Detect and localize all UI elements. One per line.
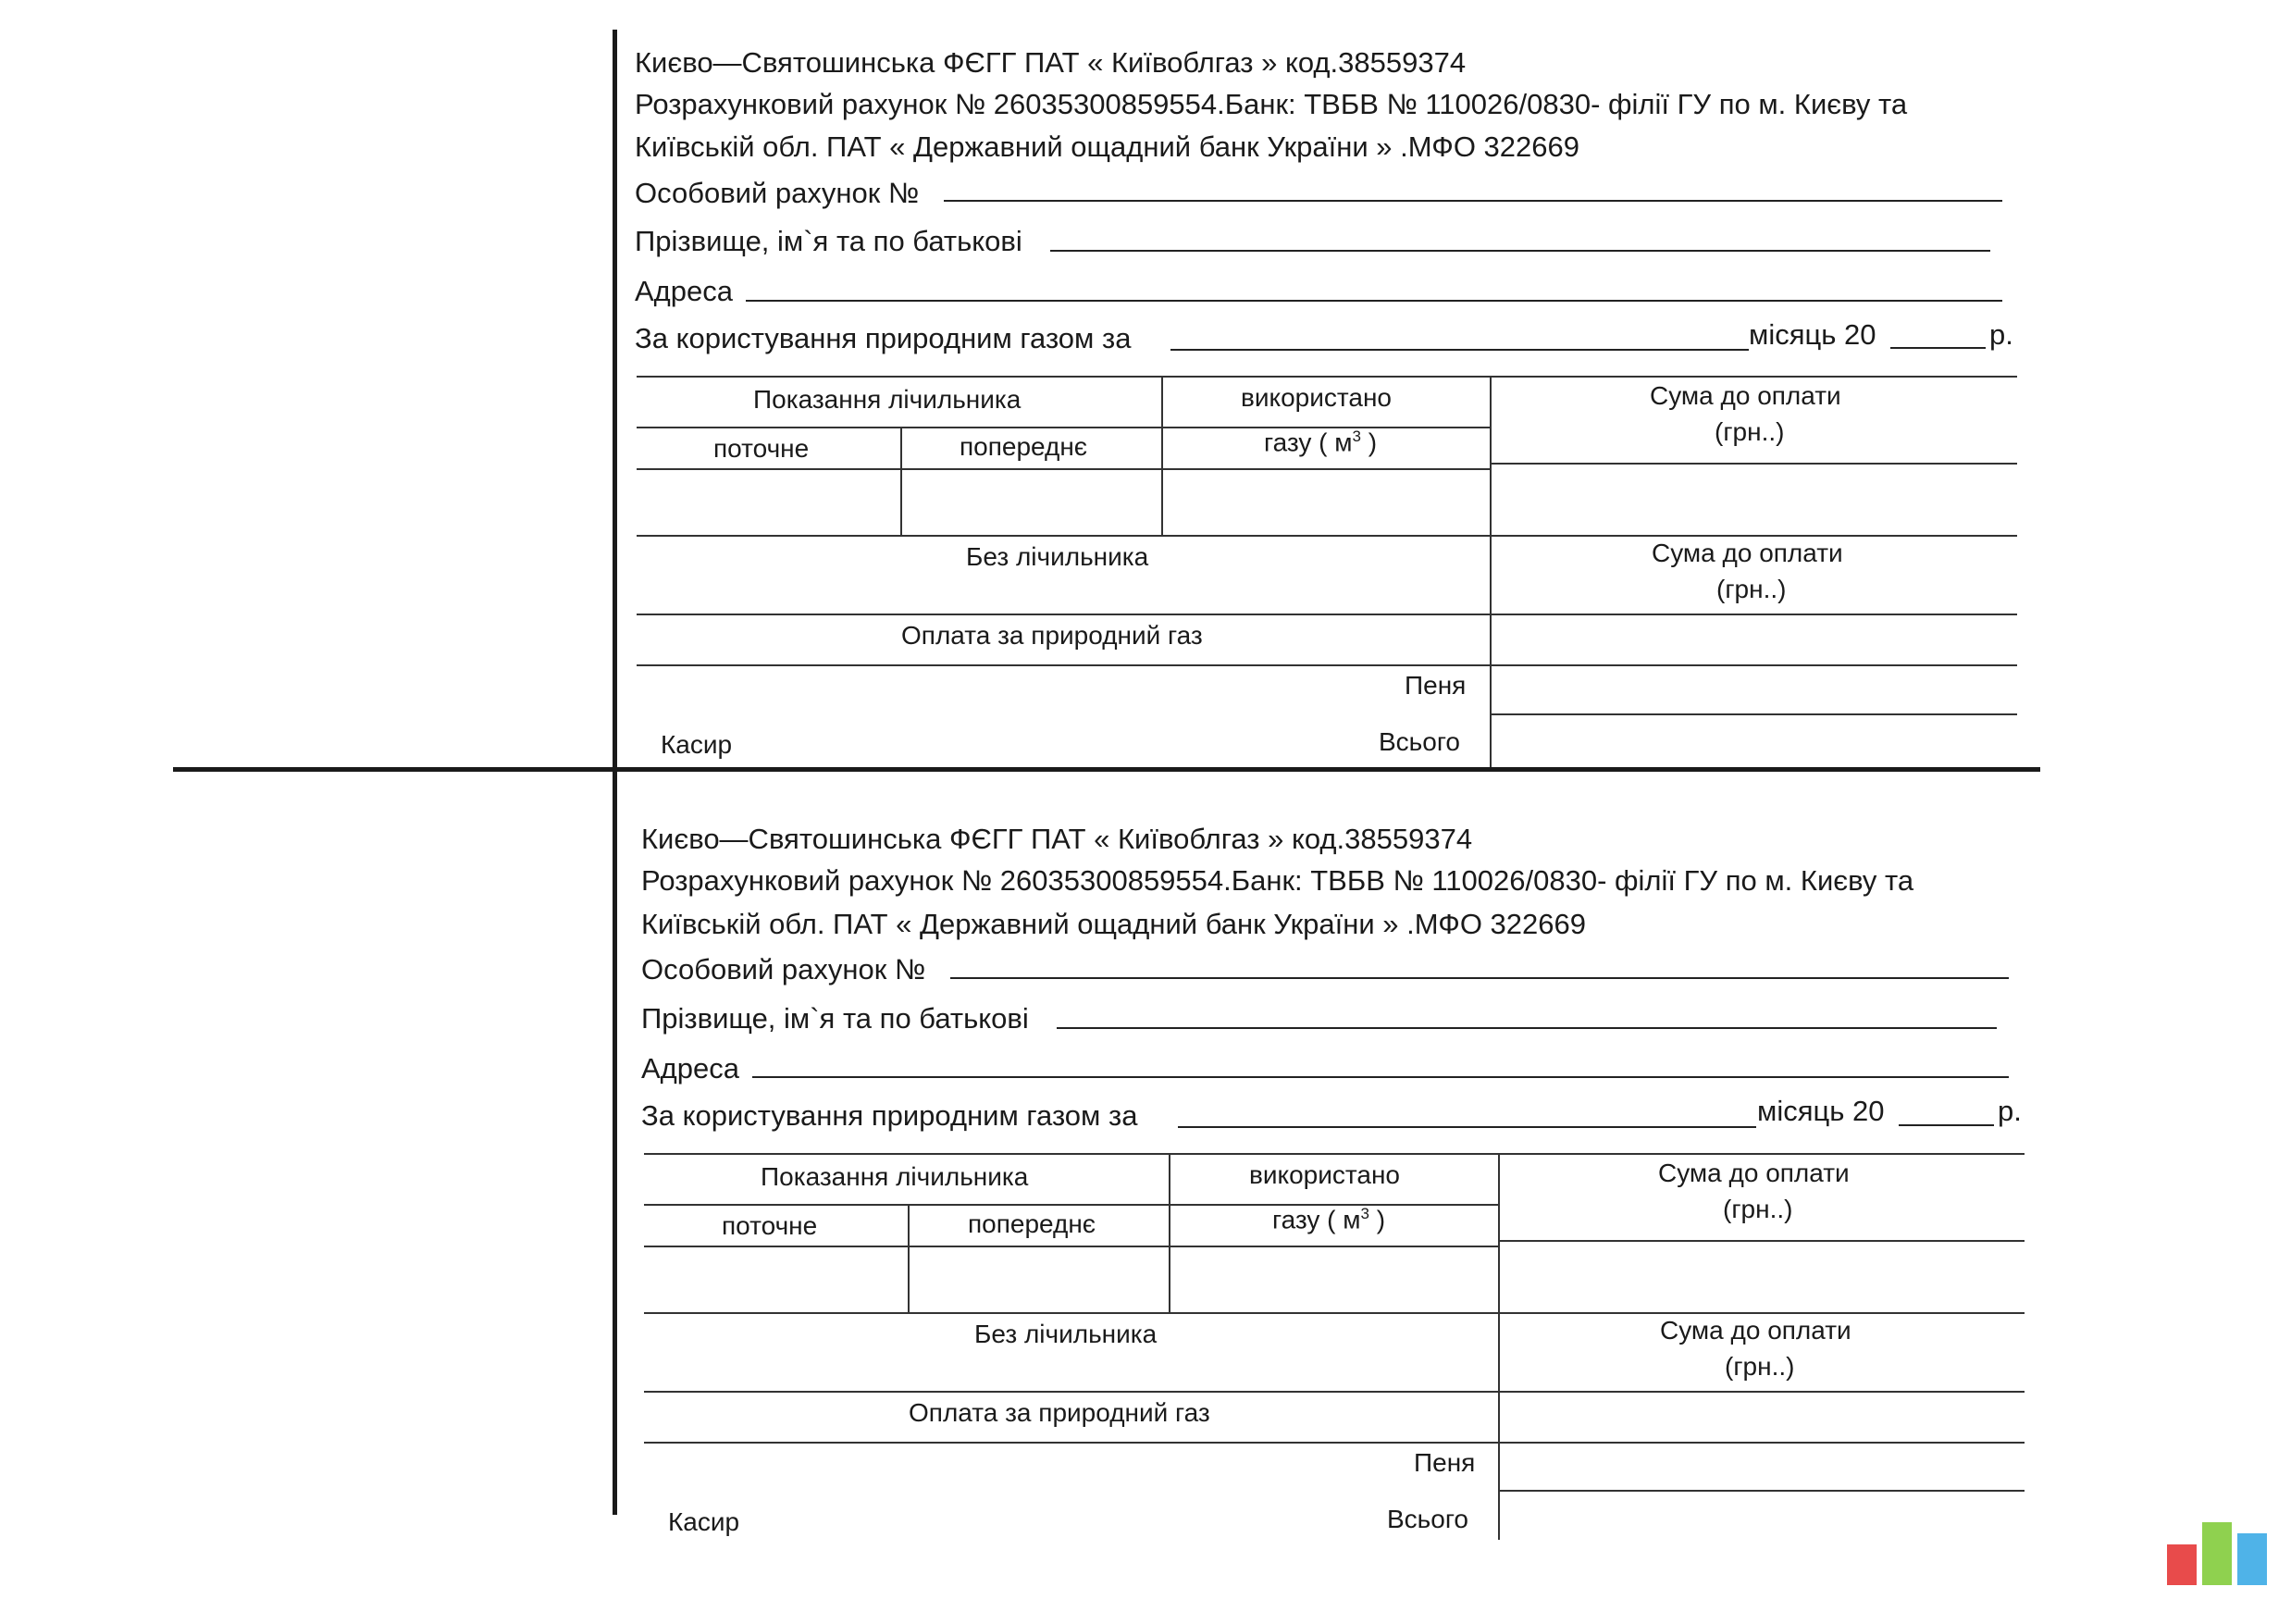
gas-unit-header: газу ( $м^3$ ) bbox=[1264, 428, 1378, 457]
amount-due2-header: Сума до оплати bbox=[1660, 1316, 1851, 1345]
amount-due2-unit: (грн..) bbox=[1716, 575, 1787, 603]
address-label: Адреса bbox=[641, 1052, 739, 1085]
cut-line-horizontal bbox=[173, 767, 2040, 772]
year-field[interactable] bbox=[1899, 1124, 1994, 1126]
table-divider bbox=[1490, 376, 1492, 767]
table-divider bbox=[1169, 1153, 1170, 1312]
table-line bbox=[1498, 1240, 2025, 1242]
name-label: Прізвище, ім`я та по батькові bbox=[641, 1002, 1029, 1035]
table-divider bbox=[900, 427, 902, 535]
amount-due-header: Сума до оплати bbox=[1658, 1159, 1850, 1187]
usage-month-field[interactable] bbox=[1170, 349, 1749, 351]
name-field[interactable] bbox=[1057, 1027, 1997, 1029]
amount-due2-header: Сума до оплати bbox=[1652, 539, 1843, 567]
address-label: Адреса bbox=[635, 275, 733, 307]
amount-due-unit: (грн..) bbox=[1715, 417, 1785, 446]
table-line bbox=[637, 614, 2017, 615]
total-label: Всього bbox=[1379, 727, 1461, 756]
month-label: місяць 20 bbox=[1757, 1095, 1885, 1127]
name-label: Прізвище, ім`я та по батькові bbox=[635, 225, 1022, 257]
cashier-label: Касир bbox=[668, 1507, 740, 1536]
amount-due2-unit: (грн..) bbox=[1725, 1352, 1795, 1381]
cashier-label: Касир bbox=[661, 730, 733, 759]
year-field[interactable] bbox=[1890, 347, 1986, 349]
bank-line: Київській обл. ПАТ « Державний ощадний банк України » .МФО 322669 bbox=[635, 130, 1579, 163]
table-line bbox=[637, 664, 2017, 666]
month-label: місяць 20 bbox=[1749, 318, 1876, 351]
account-line: Розрахунковий рахунок № 26035300859554.Банк: ТВБВ № 110026/0830- філії ГУ по м. Києву та bbox=[635, 88, 1908, 120]
logo-building-blue bbox=[2237, 1533, 2267, 1585]
current-header: поточне bbox=[713, 434, 810, 463]
address-field[interactable] bbox=[746, 300, 2002, 302]
personal-account-label: Особовий рахунок № bbox=[635, 177, 920, 209]
used-header: використано bbox=[1249, 1160, 1400, 1189]
account-line: Розрахунковий рахунок № 26035300859554.Банк: ТВБВ № 110026/0830- філії ГУ по м. Києву та bbox=[641, 864, 1914, 897]
fold-line-vertical bbox=[613, 30, 617, 1515]
table-line bbox=[637, 535, 2017, 537]
total-label: Всього bbox=[1387, 1505, 1469, 1533]
usage-label: За користування природним газом за bbox=[635, 322, 1132, 354]
penalty-label: Пеня bbox=[1414, 1448, 1476, 1477]
table-line bbox=[637, 468, 1490, 470]
penalty-label: Пеня bbox=[1405, 671, 1467, 700]
name-field[interactable] bbox=[1050, 250, 1990, 252]
address-field[interactable] bbox=[752, 1076, 2009, 1078]
gas-payment-label: Оплата за природний газ bbox=[909, 1398, 1210, 1427]
previous-header: попереднє bbox=[960, 432, 1088, 461]
table-line bbox=[644, 1312, 2025, 1314]
year-suffix: р. bbox=[1989, 318, 2013, 351]
buildings-logo-icon bbox=[2167, 1522, 2271, 1585]
usage-label: За користування природним газом за bbox=[641, 1099, 1138, 1132]
logo-building-red bbox=[2167, 1544, 2197, 1585]
table-line bbox=[644, 1246, 1498, 1247]
table-line bbox=[644, 1391, 2025, 1393]
personal-account-field[interactable] bbox=[950, 977, 2009, 979]
org-line: Києво—Святошинська ФЄГГ ПАТ « Київоблгаз » код.38559374 bbox=[641, 823, 1473, 855]
no-meter-label: Без лічильника bbox=[974, 1320, 1158, 1348]
year-suffix: р. bbox=[1998, 1095, 2022, 1127]
table-line bbox=[644, 1442, 2025, 1444]
bank-line: Київській обл. ПАТ « Державний ощадний банк України » .МФО 322669 bbox=[641, 908, 1586, 940]
table-divider bbox=[908, 1204, 910, 1312]
amount-due-header: Сума до оплати bbox=[1650, 381, 1841, 410]
logo-building-green bbox=[2202, 1522, 2232, 1585]
amount-due-unit: (грн..) bbox=[1723, 1195, 1793, 1223]
org-line: Києво—Святошинська ФЄГГ ПАТ « Київоблгаз » код.38559374 bbox=[635, 46, 1467, 79]
no-meter-label: Без лічильника bbox=[966, 542, 1149, 571]
gas-unit-header: газу ( $м^3$ ) bbox=[1272, 1205, 1386, 1234]
table-line bbox=[1490, 713, 2017, 715]
personal-account-field[interactable] bbox=[944, 200, 2002, 202]
current-header: поточне bbox=[722, 1211, 818, 1240]
meter-readings-header: Показання лічильника bbox=[753, 385, 1022, 414]
gas-payment-label: Оплата за природний газ bbox=[901, 621, 1203, 650]
usage-month-field[interactable] bbox=[1178, 1126, 1756, 1128]
table-top-line bbox=[644, 1153, 2025, 1155]
table-top-line bbox=[637, 376, 2017, 378]
table-line bbox=[1490, 463, 2017, 465]
meter-readings-header: Показання лічильника bbox=[761, 1162, 1029, 1191]
table-divider bbox=[1161, 376, 1163, 535]
personal-account-label: Особовий рахунок № bbox=[641, 953, 926, 986]
previous-header: попереднє bbox=[968, 1209, 1096, 1238]
table-divider bbox=[1498, 1153, 1500, 1540]
table-line bbox=[1498, 1490, 2025, 1492]
used-header: використано bbox=[1241, 383, 1392, 412]
